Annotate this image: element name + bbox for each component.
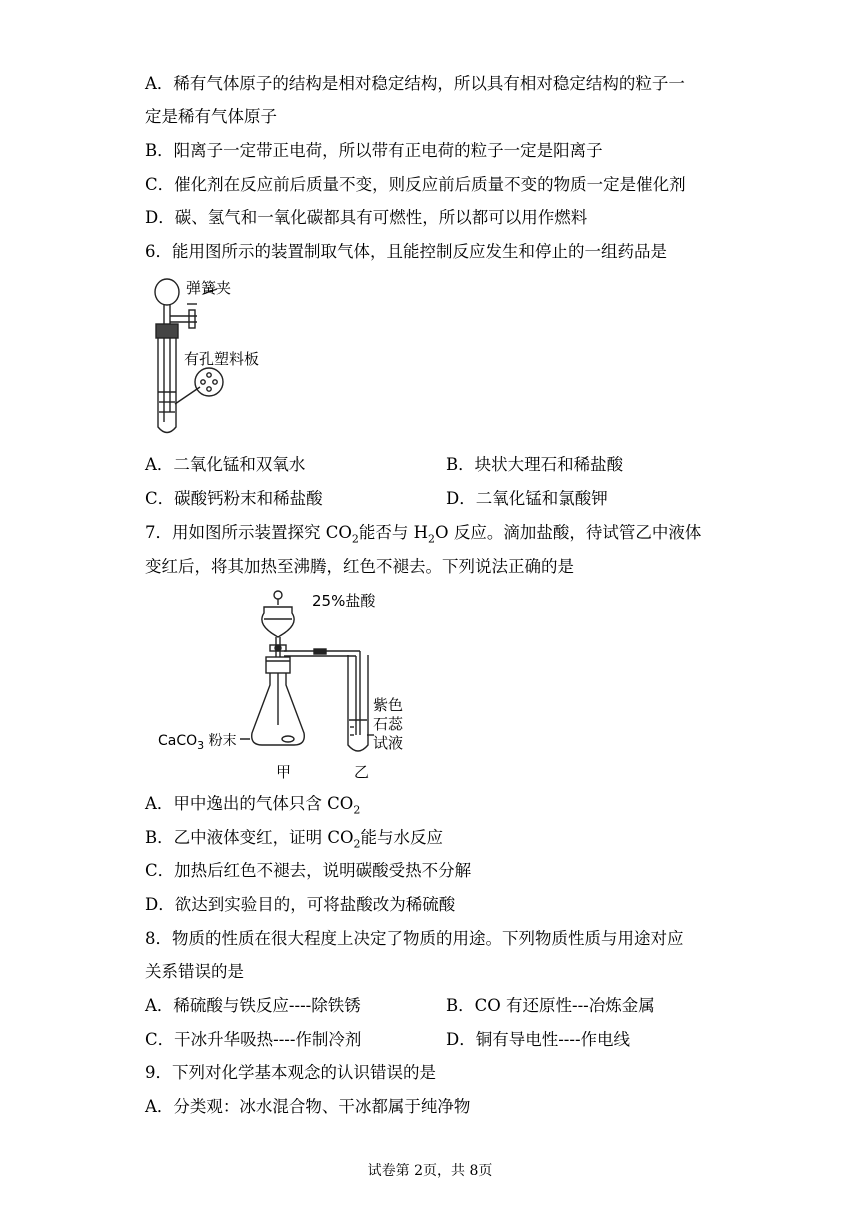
page-footer: 试卷第 2页，共 8页 [367, 1163, 493, 1179]
q7-stem-line2: 变红后，将其加热至沸腾，红色不褪去。下列说法正确的是 [145, 557, 574, 576]
q7-option-a: A．甲中逸出的气体只含 $CO_2$ [145, 794, 361, 817]
q7-label-powder: CaCO$_3$ 粉末 [158, 733, 237, 752]
q6-option-d: D．二氧化锰和氯酸钾 [446, 489, 608, 508]
q9-stem: 9．下列对化学基本观念的认识错误的是 [145, 1063, 436, 1082]
q8-option-c: C．干冰升华吸热----作制冷剂 [145, 1030, 362, 1049]
q7-option-d: D．欲达到实验目的，可将盐酸改为稀硫酸 [145, 895, 456, 914]
q5-option-c: C．催化剂在反应前后质量不变，则反应前后质量不变的物质一定是催化剂 [145, 175, 686, 194]
q8-option-d: D．铜有导电性----作电线 [446, 1030, 631, 1049]
q7-option-b: B．乙中液体变红，证明 $CO_2$能与水反应 [145, 828, 444, 851]
q6-label-clip: 弹簧夹 [186, 279, 232, 297]
q5-option-d: D．碳、氢气和一氧化碳都具有可燃性，所以都可以用作燃料 [145, 208, 588, 227]
q8-stem-line1: 8．物质的性质在很大程度上决定了物质的用途。下列物质性质与用途对应 [145, 929, 684, 948]
q9-option-a: A．分类观：冰水混合物、干冰都属于纯净物 [145, 1097, 471, 1116]
q5-option-a-line2: 定是稀有气体原子 [145, 107, 277, 126]
q7-label-acid: 25%盐酸 [312, 592, 376, 610]
q7-option-c: C．加热后红色不褪去，说明碳酸受热不分解 [145, 861, 472, 880]
q7-label-jia: 甲 [276, 763, 292, 781]
q5-option-a-line1: A．稀有气体原子的结构是相对稳定结构，所以具有相对稳定结构的粒子一 [145, 74, 685, 93]
q6-option-c: C．碳酸钙粉末和稀盐酸 [145, 489, 323, 508]
q8-stem-line2: 关系错误的是 [145, 962, 244, 981]
q6-stem: 6．能用图所示的装置制取气体，且能控制反应发生和停止的一组药品是 [145, 242, 667, 261]
q5-option-b: B．阳离子一定带正电荷，所以带有正电荷的粒子一定是阳离子 [145, 141, 603, 160]
q8-option-a: A．稀硫酸与铁反应----除铁锈 [145, 996, 361, 1015]
q6-option-b: B．块状大理石和稀盐酸 [446, 455, 624, 474]
q8-option-b: B．CO 有还原性---冶炼金属 [446, 996, 655, 1015]
q6-label-plate: 有孔塑料板 [184, 350, 260, 368]
q6-option-a: A．二氧化锰和双氧水 [145, 455, 306, 474]
q7-label-yi: 乙 [354, 763, 370, 781]
q7-label-litmus: 紫色 石蕊 试液 [373, 696, 404, 752]
q7-stem-line1: 7．用如图所示装置探究 $CO_2$能否与 $H_2O$ 反应。滴加盐酸，待试管乙中液体 [145, 523, 702, 546]
